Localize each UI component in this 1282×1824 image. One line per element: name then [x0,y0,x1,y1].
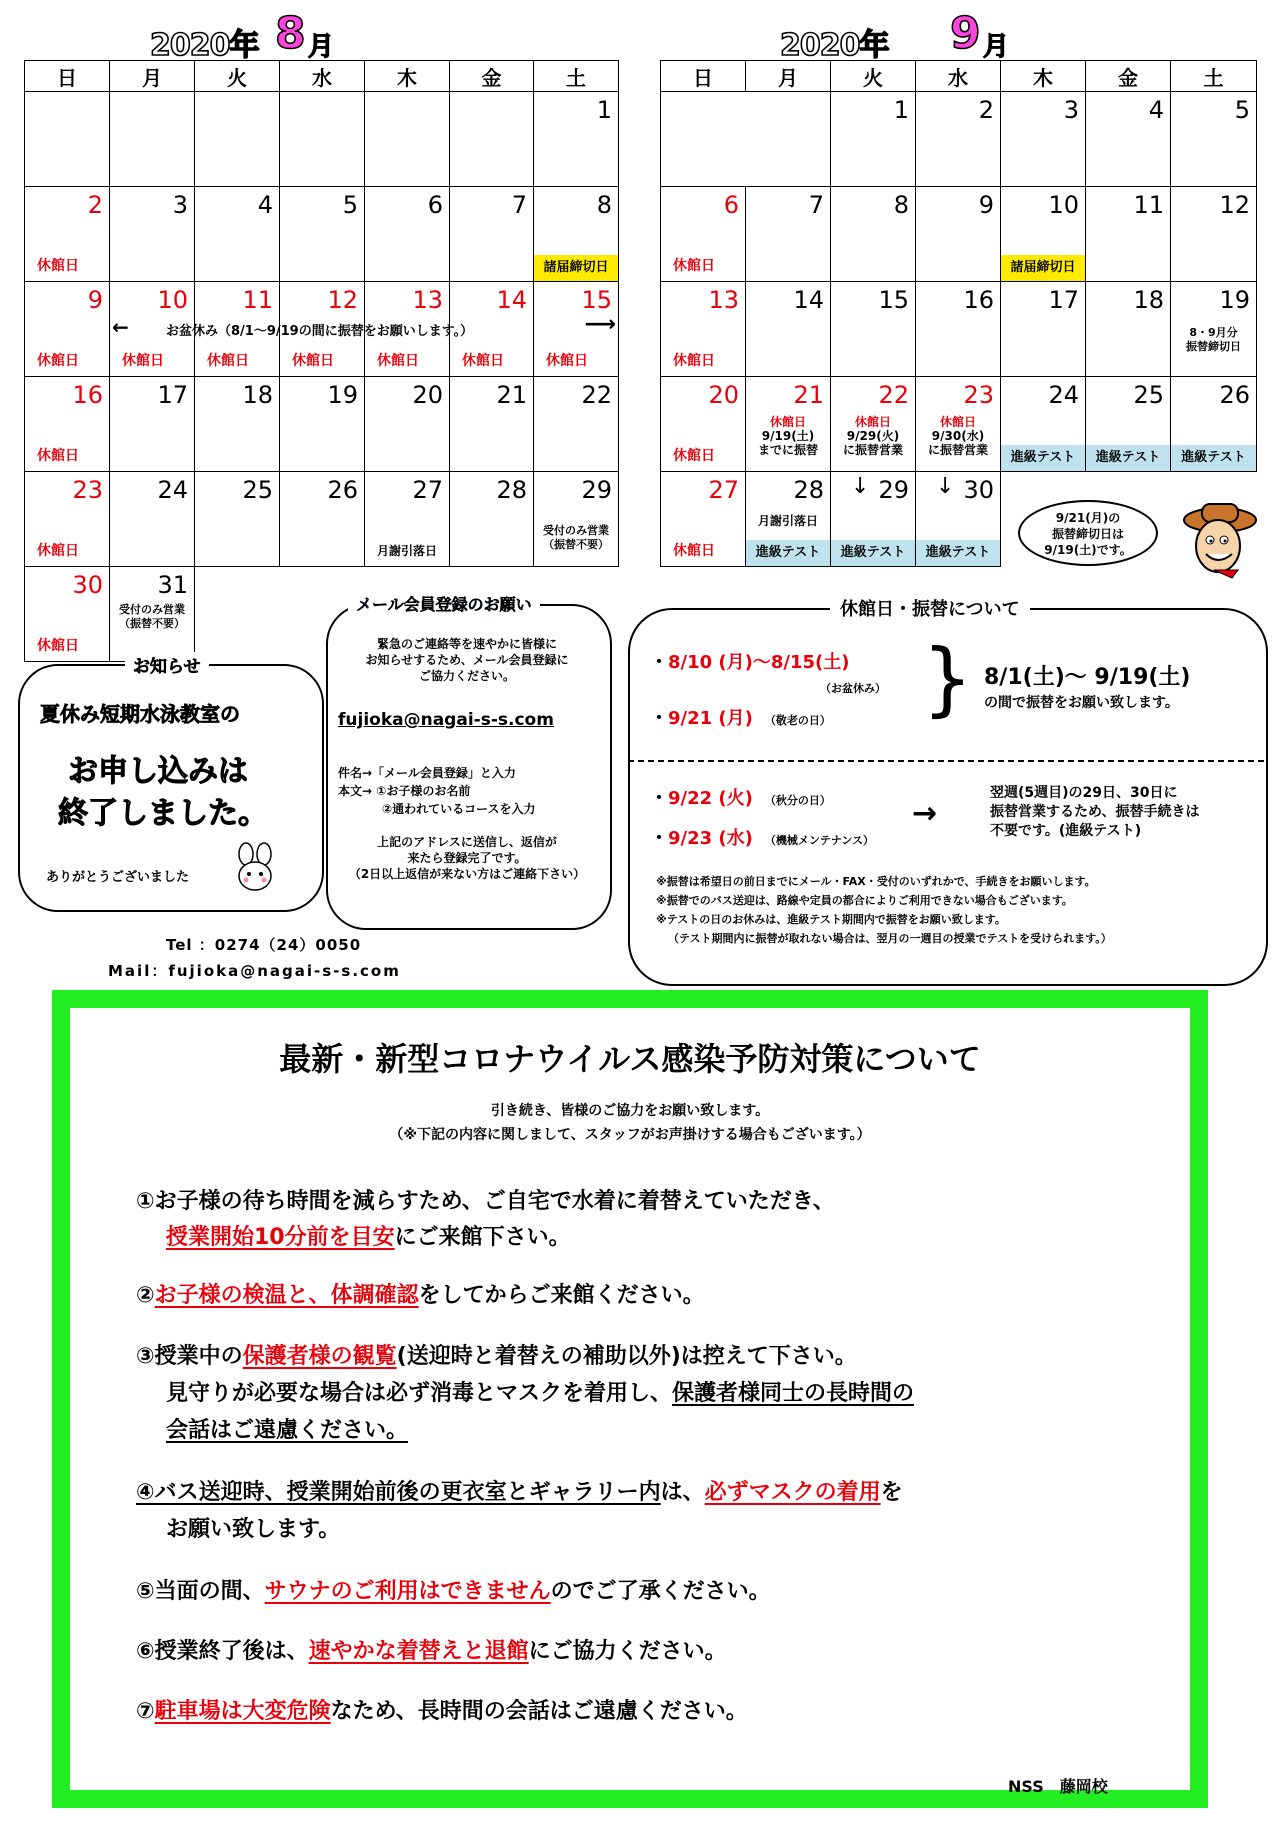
day-number: 29 [581,476,612,504]
day-number: 12 [1219,191,1250,219]
bubble-line: 9/19(土)です。 [1044,543,1132,557]
down-arrow-icon: ↓ [936,474,955,499]
day-number: 2 [87,191,103,219]
shinkyu-test-label: 進級テスト [1001,445,1085,471]
day-number: 13 [412,286,443,314]
bubble-line: 9/21(月)の [1055,511,1121,525]
day-cell [831,282,916,377]
day-cell [195,377,280,472]
weekday-header: 木 [365,61,450,92]
shinkyu-test-label: 進級テスト [746,540,830,566]
day-cell [746,282,831,377]
sep-month-suffix: 月 [983,32,1010,62]
sep-calendar-title [780,8,1080,63]
weekday-header: 月 [110,61,195,92]
shinkyu-test-label: 進級テスト [1086,445,1170,471]
mail-address: fujioka@nagai-s-s.com [338,710,554,730]
day-number: 4 [257,191,273,219]
aug-year: 2020年 [150,28,259,63]
day-cell [25,377,110,472]
day-cell [831,92,916,187]
holiday-label: 休館日 [292,353,334,369]
day-number: 7 [511,191,527,219]
day-cell [450,377,534,472]
day-cell [365,187,450,282]
holiday-label: 休館日 [122,353,164,369]
furikae-right-text: 翌週(5週目)の29日、30日に 振替営業するため、振替手続きは 不要です。(進級テスト) [990,785,1200,839]
day-cell-empty [25,92,110,187]
furikae-item4: ・9/23 (水) （機械メンテナンス） [650,828,874,849]
right-arrow-icon: → [912,796,938,831]
covid-item-2: ②お子様の検温と、体調確認をしてからご来館ください。 [136,1283,705,1308]
holiday-label: 休館日 [37,638,79,654]
holiday-label: 休館日 [37,353,79,369]
day-cell [746,187,831,282]
day-number: 14 [793,286,824,314]
day-cell [280,472,365,567]
day-number: 30 [963,476,994,504]
day-cell [110,567,195,662]
day-number: 13 [708,286,739,314]
day-number: 19 [1219,286,1250,314]
uketsuke-note: 受付のみ営業 （振替不要） [119,603,185,630]
furikae-item3: ・9/22 (火) （秋分の日） [650,788,831,809]
day-cell [746,377,831,472]
covid-title: 最新・新型コロナウイルス感染予防対策について [279,1040,981,1078]
day-number: 15 [878,286,909,314]
covid-item-1: ①お子様の待ち時間を減らすため、ご自宅で水着に着替えていただき、 授業開始10分前を目安にご来館下さい。 [136,1189,835,1250]
week-row [661,282,1257,377]
day-cell-empty [661,92,831,187]
day-cell [195,472,280,567]
mail-body1: 本文→ ①お子様のお名前 [338,784,471,798]
day-number: 17 [1048,286,1079,314]
day-cell [25,567,110,662]
day-number: 28 [793,476,824,504]
day-number: 30 [72,571,103,599]
day-cell [661,377,746,472]
day-cell [661,472,746,567]
divider [628,760,1264,762]
holiday-label: 休館日 [37,448,79,464]
contact-mail: Mail：fujioka@nagai-s-s.com [108,962,401,980]
day-number: 6 [723,191,739,219]
day-number: 27 [412,476,443,504]
day-number: 12 [327,286,358,314]
day-number: 22 [581,381,612,409]
weekday-header: 火 [195,61,280,92]
day-number: 25 [1133,381,1164,409]
day-number: 14 [496,286,527,314]
shinkyu-test-label: 進級テスト [1171,445,1256,471]
aug-calendar [24,60,619,662]
day-cell [1086,377,1171,472]
mail-title: メール会員登録のお願い [348,592,540,615]
holiday-label: 休館日 [37,543,79,559]
day-cell [1171,282,1257,377]
contact-tel: Tel ：0274（24）0050 [166,936,362,954]
day-cell [916,377,1001,472]
day-number: 2 [978,96,994,124]
day-number: 26 [327,476,358,504]
left-arrow-icon: ← [112,315,129,339]
day-cell [365,377,450,472]
day-cell [1086,187,1171,282]
day-number: 18 [242,381,273,409]
aug-calendar-title [150,8,450,63]
sep-calendar [660,60,1257,567]
day-number: 4 [1148,96,1164,124]
holiday-label: 休館日 [673,353,715,369]
sep-month: 9 [950,8,981,59]
day-number: 18 [1133,286,1164,314]
day-cell [110,472,195,567]
covid-sub1: 引き続き、皆様のご協力をお願い致します。 [490,1103,770,1119]
weekday-header: 土 [534,61,619,92]
day-number: 1 [596,96,612,124]
day-cell [450,472,534,567]
day-cell [25,282,110,377]
day-cell [280,187,365,282]
weekday-header: 月 [746,61,831,92]
furikae-range-main: 8/1(土)〜 9/19(土) [984,665,1191,690]
day-number: 28 [496,476,527,504]
week-row [25,92,619,187]
day-number: 24 [1048,381,1079,409]
day-cell [534,92,619,187]
holiday-label: 休館日 [673,543,715,559]
day-cell [1001,187,1086,282]
day-number: 24 [157,476,188,504]
day23-note: 休館日 9/30(水) に振替営業 [927,415,988,457]
week-row [661,187,1257,282]
mail-subject: 件名→「メール会員登録」と入力 [338,766,516,780]
mail-body2: ②通われているコースを入力 [382,802,536,816]
day-number: 21 [793,381,824,409]
obon-note-text: お盆休み（8/1〜9/19の間に振替をお願いします。） [166,324,474,339]
week-row [661,377,1257,472]
day-number: 31 [157,571,188,599]
weekday-header: 火 [831,61,916,92]
week-row [25,472,619,567]
day-number: 16 [963,286,994,314]
mail-intro: 緊急のご連絡等を速やかに皆様に お知らせするため、メール会員登録に ご協力ください。 [365,637,569,683]
weekday-header: 日 [25,61,110,92]
covid-item-7: ⑦駐車場は大変危険なため、長時間の会話はご遠慮ください。 [136,1699,748,1724]
day-number: 6 [427,191,443,219]
day-number: 10 [157,286,188,314]
furikae-item1: ・8/10 (月)〜8/15(土) [650,652,850,673]
day-cell [1001,92,1086,187]
day-number: 16 [72,381,103,409]
weekday-header: 水 [916,61,1001,92]
day-cell [1001,377,1086,472]
day-cell [1001,282,1086,377]
day-cell [450,187,534,282]
day-number: 23 [72,476,103,504]
furikae-notes: ※振替は希望日の前日までにメール・FAX・受付のいずれかで、手続きをお願いします。 ※振替でのバス送迎は、路線や定員の都合によりご利用できない場合もございます。 ※テストの日のお休みは、進級テスト期間内で振替をお願い致します。 （テスト期間内に振替が取れない場合は、翌月の一週目の授業でテストを受けられます。） [656,875,1112,945]
day-cell [916,472,1001,567]
day-cell [746,472,831,567]
bubble-line: 振替締切日は [1051,527,1124,541]
day-number: 19 [327,381,358,409]
day-cell [25,472,110,567]
day-number: 8 [596,191,612,219]
day-number: 11 [1133,191,1164,219]
down-arrow-icon: ↓ [851,474,870,499]
day-number: 26 [1219,381,1250,409]
day-cell [661,187,746,282]
notice-thanks: ありがとうございました [46,870,190,885]
day-cell [280,377,365,472]
aug-weekday-row [25,61,619,92]
shinkyu-test-label: 進級テスト [831,540,915,566]
day-number: 29 [878,476,909,504]
mail-send: 上記のアドレスに送信し、返信が 来たら登録完了です。 （2日以上返信が来ない方はご連絡下さい） [348,835,586,881]
day-cell-empty [195,92,280,187]
day-cell-empty [280,92,365,187]
weekday-header: 日 [661,61,746,92]
furikae-deadline-note: 8・9月分 振替締切日 [1186,326,1241,353]
day-number: 7 [808,191,824,219]
day-cell [1171,187,1257,282]
covid-sub2: （※下記の内容に関しまして、スタッフがお声掛けする場合もございます。） [389,1127,871,1143]
aug-month-suffix: 月 [308,32,335,62]
day-cell [661,282,746,377]
furikae-title: 休館日・振替について [830,595,1030,621]
sep-year: 2020年 [780,28,889,63]
weekday-header: 土 [1171,61,1257,92]
day-cell [110,187,195,282]
day-cell [534,377,619,472]
weekday-header: 水 [280,61,365,92]
day-cell [365,472,450,567]
deadline-label: 諸届締切日 [1001,255,1085,281]
notice-line2: お申し込みは [68,754,248,789]
day-cell [1171,377,1257,472]
furikae-item1-sub: （お盆休み） [820,682,886,695]
day-number: 3 [172,191,188,219]
rabbit-icon [230,840,280,896]
day-number: 5 [1234,96,1250,124]
day-cell [831,377,916,472]
day-cell [831,187,916,282]
day-cell [916,92,1001,187]
day-number: 11 [242,286,273,314]
covid-item-6: ⑥授業終了後は、速やかな着替えと退館にご協力ください。 [136,1639,727,1664]
day-number: 9 [87,286,103,314]
brace-icon: } [922,632,973,725]
day-cell-empty [450,92,534,187]
week-row [25,377,619,472]
furikae-item2: ・9/21 (月) （敬老の日） [650,708,831,729]
covid-item-3: ③授業中の保護者様の観覧(送迎時と着替えの補助以外)は控えて下さい。 見守りが必要な場合は必ず消毒とマスクを着用し、保護者様同士の長時間の 会話はご遠慮ください。 [136,1344,915,1443]
day-cell [916,187,1001,282]
day-cell-empty [365,92,450,187]
getsusha-label: 月謝引落日 [757,514,818,528]
day-cell [831,472,916,567]
holiday-label: 休館日 [377,353,419,369]
week-row [25,187,619,282]
weekday-header: 金 [1086,61,1171,92]
holiday-label: 休館日 [673,258,715,274]
covid-item-4: ④バス送迎時、授業開始前後の更衣室とギャラリー内は、必ずマスクの着用を お願い致します。 [136,1480,903,1542]
holiday-label: 休館日 [37,258,79,274]
obon-note [112,312,616,344]
sep-weekday-row [661,61,1257,92]
day-number: 15 [581,286,612,314]
day21-note: 休館日 9/19(土) までに振替 [757,415,818,457]
holiday-label: 休館日 [546,353,588,369]
day-number: 8 [893,191,909,219]
week-row [661,92,1257,187]
covid-item-5: ⑤当面の間、サウナのご利用はできませんのでご了承ください。 [136,1579,771,1604]
furikae-range-sub: の間で振替をお願い致します。 [984,695,1179,711]
getsusha-label: 月謝引落日 [376,544,437,558]
day-cell [1086,282,1171,377]
right-arrow-icon: ⟶ [584,312,616,337]
day-number: 20 [708,381,739,409]
day-cell [534,472,619,567]
day-number: 3 [1063,96,1079,124]
cowboy-character-icon [1178,500,1258,580]
day-number: 10 [1048,191,1079,219]
day-cell [1086,92,1171,187]
day-number: 23 [963,381,994,409]
uketsuke-note: 受付のみ営業 （振替不要） [543,524,609,551]
shinkyu-test-label: 進級テスト [916,540,1000,566]
day-number: 20 [412,381,443,409]
day-cell-empty [110,92,195,187]
day-cell [195,187,280,282]
day-cell [110,377,195,472]
day-cell [1171,92,1257,187]
day-number: 9 [978,191,994,219]
aug-month: 8 [275,8,306,59]
day-number: 5 [342,191,358,219]
day-number: 1 [893,96,909,124]
notice-line3: 終了しました。 [58,796,268,831]
holiday-label: 休館日 [673,448,715,464]
day-cell [916,282,1001,377]
weekday-header: 金 [450,61,534,92]
day-number: 25 [242,476,273,504]
day-number: 22 [878,381,909,409]
weekday-header: 木 [1001,61,1086,92]
day-number: 17 [157,381,188,409]
week-row [661,472,1257,567]
day-number: 27 [708,476,739,504]
speech-bubble [1018,500,1158,566]
holiday-label: 休館日 [462,353,504,369]
day-cell [534,187,619,282]
day-number: 21 [496,381,527,409]
notice-title: お知らせ [125,652,209,677]
day22-note: 休館日 9/29(火) に振替営業 [842,415,903,457]
notice-line1: 夏休み短期水泳教室の [40,702,240,726]
deadline-label: 諸届締切日 [534,255,618,281]
day-cell [25,187,110,282]
covid-sign: NSS 藤岡校 [1008,1777,1108,1796]
holiday-label: 休館日 [207,353,249,369]
